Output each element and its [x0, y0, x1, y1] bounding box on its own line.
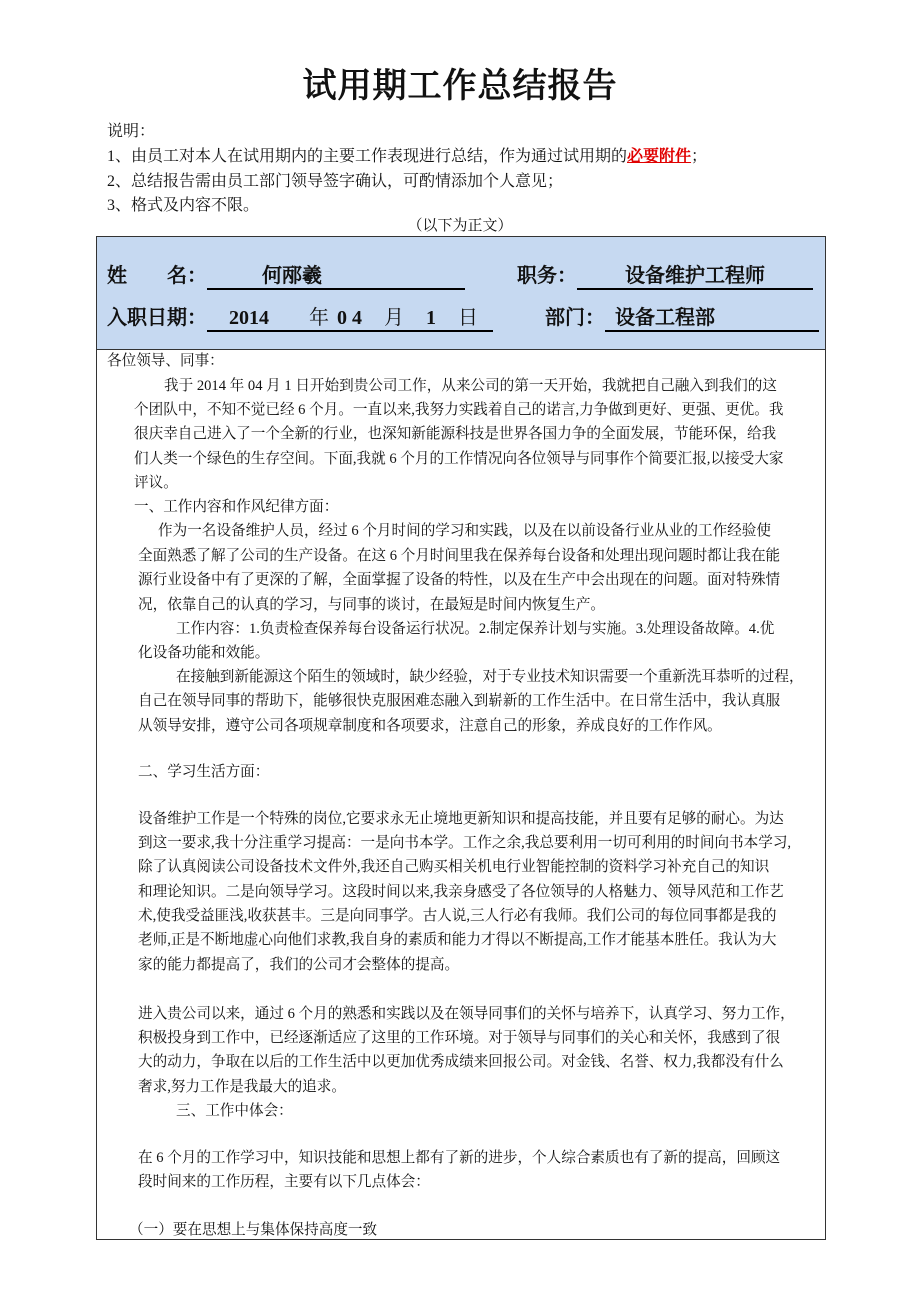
date-day: 1 — [426, 307, 436, 329]
position-label: 职务： — [517, 265, 577, 287]
paragraph-line: 们人类一个绿色的生存空间。下面,我就 6 个月的工作情况向各位领导与同事作个简要汇报,以接受大家 — [134, 451, 784, 467]
paragraph-line: 段时间来的工作历程，主要有以下几点体会： — [138, 1174, 430, 1190]
note-item-2: 2、总结报告需由员工部门领导签字确认，可酌情添加个人意见； — [107, 173, 564, 190]
paragraph-line: 评议。 — [134, 475, 178, 491]
position-field — [517, 259, 813, 290]
department-field — [545, 301, 819, 332]
paragraph-line: 全面熟悉了解了公司的生产设备。在这 6 个月时间里我在保养每台设备和处理出现问题时都让我在能 — [138, 548, 781, 564]
sub-heading-1: （一）要在思想上与集体保持高度一致 — [129, 1222, 378, 1238]
position-value: 设备维护工程师 — [577, 259, 813, 290]
paragraph-line: 到这一要求,我十分注重学习提高：一是向书本学。工作之余,我总要利用一切可利用的时间向书本学习, — [138, 835, 792, 851]
section-heading-2: 二、学习生活方面： — [138, 764, 270, 780]
employee-info-header — [97, 237, 825, 350]
section-heading-1: 一、工作内容和作风纪律方面： — [134, 499, 339, 515]
required-attachment-highlight: 必要附件 — [627, 148, 692, 165]
paragraph-line: 大的动力，争取在以后的工作生活中以更加优秀成绩来回报公司。对金钱、名誉、权力,我都没有什么 — [138, 1054, 784, 1070]
section-heading-3: 三、工作中体会： — [176, 1103, 293, 1119]
paragraph-line: 况，依靠自己的认真的学习，与同事的谈讨，在最短是时间内恢复生产。 — [138, 597, 606, 613]
report-table — [96, 236, 826, 1240]
paragraph-line: 从领导安排，遵守公司各项规章制度和各项要求，注意自己的形象，养成良好的工作作风。 — [138, 718, 722, 734]
name-value: 何邴羲 — [207, 259, 465, 290]
paragraph-line: 进入贵公司以来，通过 6 个月的熟悉和实践以及在领导同事们的关怀与培养下，认真学习、努力工作， — [138, 1006, 795, 1022]
paragraph-line: 术,使我受益匪浅,收获甚丰。三是向同事学。古人说,三人行必有我师。我们公司的每位同事都是我的 — [138, 908, 777, 924]
notes-label: 说明： — [107, 123, 156, 140]
salutation: 各位领导、同事： — [107, 353, 224, 369]
paragraph-line: 化设备功能和效能。 — [138, 645, 270, 661]
paragraph-line: 个团队中，不知不觉已经 6 个月。一直以来,我努力实践着自己的诺言,力争做到更好、更强、更优。我 — [134, 402, 784, 418]
start-date-value — [207, 301, 493, 332]
department-label: 部门： — [545, 307, 605, 329]
date-month: 0 4 — [337, 307, 362, 329]
paragraph-line: 在接触到新能源这个陌生的领域时，缺少经验，对于专业技术知识需要一个重新洗耳恭听的过程， — [176, 669, 804, 685]
note-item-3: 3、格式及内容不限。 — [107, 197, 260, 214]
note-item-1-suffix: ； — [691, 148, 708, 165]
paragraph-line: 很庆幸自己进入了一个全新的行业，也深知新能源科技是世界各国力争的全面发展，节能环保，给我 — [134, 426, 777, 442]
paragraph-line: 在 6 个月的工作学习中，知识技能和思想上都有了新的进步，个人综合素质也有了新的提高，回顾这 — [138, 1150, 781, 1166]
paragraph-line: 老师,正是不断地虚心向他们求教,我自身的素质和能力才得以不断提高,工作才能基本胜任。我认为大 — [138, 932, 777, 948]
paragraph-line: 奢求,努力工作是我最大的追求。 — [138, 1079, 346, 1095]
start-date-label: 入职日期： — [107, 307, 207, 329]
paragraph-line: 作为一名设备维护人员，经过 6 个月时间的学习和实践，以及在以前设备行业从业的工作经验使 — [158, 523, 771, 539]
name-field — [107, 259, 465, 290]
paragraph-line: 和理论知识。二是向领导学习。这段时间以来,我亲身感受了各位领导的人格魅力、领导风范和工作艺 — [138, 884, 784, 900]
paragraph-line: 工作内容：1.负责检查保养每台设备运行状况。2.制定保养计划与实施。3.处理设备故障。4.优 — [176, 621, 775, 637]
paragraph-line: 设备维护工作是一个特殊的岗位,它要求永无止境地更新知识和提高技能，并且要有足够的耐心。为达 — [138, 811, 784, 827]
paragraph-line: 自己在领导同事的帮助下，能够很快克服困难态融入到崭新的工作生活中。在日常生活中，我认真服 — [138, 693, 781, 709]
paragraph-line: 源行业设备中有了更深的了解，全面掌握了设备的特性，以及在生产中会出现在的问题。面对特殊情 — [138, 572, 781, 588]
body-marker: （以下为正文） — [407, 218, 513, 234]
date-day-unit: 日 — [458, 307, 478, 329]
paragraph-line: 家的能力都提高了，我们的公司才会整体的提高。 — [138, 957, 460, 973]
department-value: 设备工程部 — [605, 301, 819, 332]
paragraph-line: 积极投身到工作中，已经逐渐适应了这里的工作环境。对于领导与同事们的关心和关怀，我感到了很 — [138, 1030, 781, 1046]
note-item-1 — [107, 143, 707, 166]
paragraph-line: 除了认真阅读公司设备技术文件外,我还自己购买相关机电行业智能控制的资料学习补充自己的知识 — [138, 859, 770, 875]
name-label: 姓 名： — [107, 265, 207, 287]
date-year-unit: 年 — [309, 307, 329, 329]
document-title: 试用期工作总结报告 — [302, 68, 618, 105]
start-date-field — [107, 301, 493, 332]
paragraph-line: 我于 2014 年 04 月 1 日开始到贵公司工作，从来公司的第一天开始，我就把自己融入到我们的这 — [164, 378, 777, 394]
note-item-1-text: 1、由员工对本人在试用期内的主要工作表现进行总结，作为通过试用期的 — [107, 148, 628, 165]
date-year: 2014 — [229, 307, 269, 329]
date-month-unit: 月 — [384, 307, 404, 329]
